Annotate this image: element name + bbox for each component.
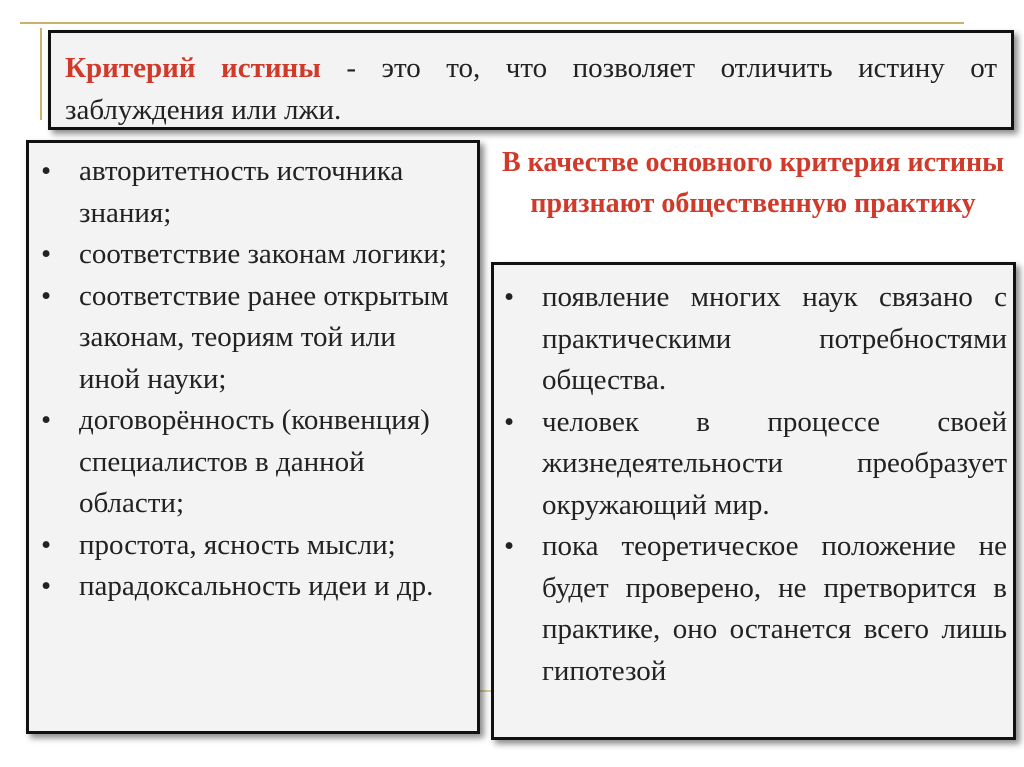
decorative-top-line — [20, 22, 964, 24]
decorative-left-line — [40, 28, 42, 120]
list-item: • пока теоретическое положение не будет проверено, не претворится в практике, оно останется всего лишь гипотезой — [500, 526, 1007, 692]
list-item: • авторитетность источника знания; — [37, 151, 463, 234]
list-item: • соответствие ранее открытым законам, теориям той или иной науки; — [37, 276, 463, 401]
list-item: • парадоксальность идеи и др. — [37, 566, 463, 608]
secondary-criteria-box — [26, 140, 480, 734]
list-item: • простота, ясность мысли; — [37, 525, 463, 567]
definition-term: Критерий истины — [65, 52, 321, 84]
definition-text: - это то, что позволяет отличить истину от заблуждения или лжи. — [65, 52, 997, 126]
practice-arguments-list — [500, 277, 1007, 692]
definition-paragraph — [65, 47, 997, 131]
list-item: • появление многих наук связано с практическими потребностями общества. — [500, 277, 1007, 402]
secondary-criteria-list — [37, 151, 463, 608]
list-item: • соответствие законам логики; — [37, 234, 463, 276]
practice-arguments-box — [491, 262, 1016, 740]
list-item: • договорённость (конвенция) специалистов в данной области; — [37, 400, 463, 525]
definition-box — [48, 30, 1014, 130]
list-item: • человек в процессе своей жизнедеятельности преобразует окружающий мир. — [500, 402, 1007, 527]
main-criterion-heading: В качестве основного критерия истины признают общественную практику — [501, 147, 1004, 219]
